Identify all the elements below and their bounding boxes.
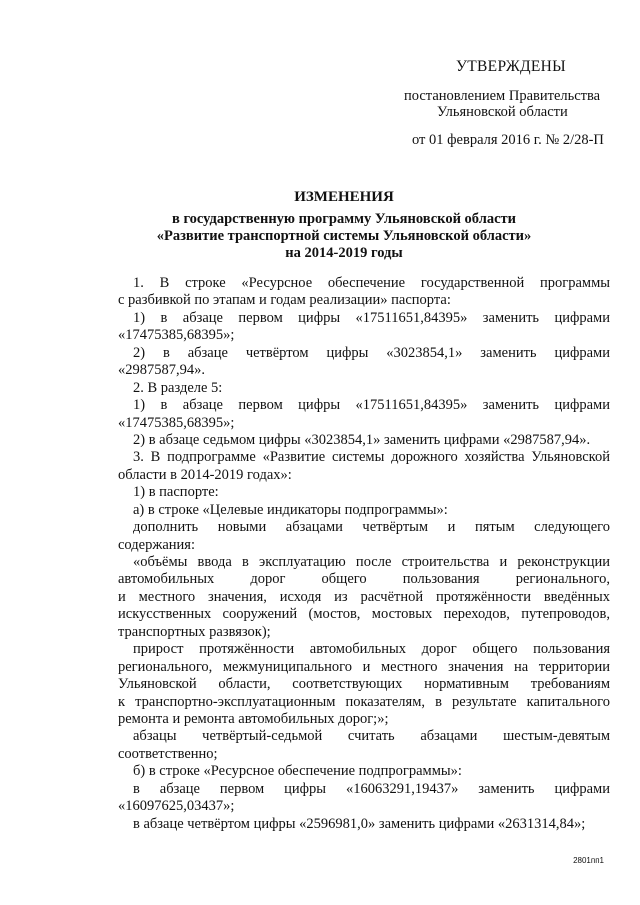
body-line: транспортных развязок); xyxy=(118,623,271,640)
body-line: 3. В подпрограмме «Развитие системы дорожного хозяйства Ульяновской xyxy=(133,449,610,466)
body-line: абзацы четвёртый-седьмой считать абзацами шестым-девятым xyxy=(133,728,610,745)
title-line-3: «Развитие транспортной системы Ульяновской области» xyxy=(156,228,532,244)
body-line: «17475385,68395»; xyxy=(118,414,235,431)
decree-date: от 01 февраля 2016 г. № 2/28-П xyxy=(412,132,604,148)
body-line: содержания: xyxy=(118,536,196,553)
body-line: «17475385,68395»; xyxy=(118,327,235,344)
body-line: с разбивкой по этапам и годам реализации» паспорта: xyxy=(118,292,451,309)
body-line: 2) в абзаце четвёртом цифры «3023854,1» заменить цифрами xyxy=(133,344,610,361)
title-line-4: на 2014-2019 годы xyxy=(285,245,403,261)
body-line: 1. В строке «Ресурсное обеспечение государственной программы xyxy=(133,275,610,291)
body-line: 1) в абзаце первом цифры «17511651,84395» заменить цифрами xyxy=(133,397,610,414)
body-line: а) в строке «Целевые индикаторы подпрограммы»: xyxy=(133,501,448,518)
approved-label: УТВЕРЖДЕНЫ xyxy=(456,58,566,75)
title-line-2: в государственную программу Ульяновской области xyxy=(171,211,516,227)
document-body xyxy=(118,275,610,833)
body-line: «2987587,94». xyxy=(118,362,205,379)
decree-line-1: постановлением Правительства xyxy=(404,88,601,104)
body-line: области в 2014-2019 годах»: xyxy=(118,466,292,483)
body-line: б) в строке «Ресурсное обеспечение подпрограммы»: xyxy=(133,763,462,780)
decree-line-2: Ульяновской области xyxy=(437,104,568,120)
body-line: «объёмы ввода в эксплуатацию после строительства и реконструкции xyxy=(133,554,610,570)
body-line: искусственных сооружений (мостов, мостовых переходов, путепроводов, xyxy=(118,606,610,623)
body-line: ремонта и ремонта автомобильных дорог;»; xyxy=(118,710,389,727)
body-line: соответственно; xyxy=(118,745,218,762)
body-line: 1) в абзаце первом цифры «17511651,84395» заменить цифрами xyxy=(133,309,610,326)
body-line: к транспортно-эксплуатационным показателям, в результате капитального xyxy=(118,693,610,710)
body-line: Ульяновской области, соответствующих нормативным требованиям xyxy=(118,676,610,693)
body-line: прирост протяжённости автомобильных дорог общего пользования xyxy=(133,641,610,658)
body-line: дополнить новыми абзацами четвёртым и пятым следующего xyxy=(133,519,610,536)
body-line: регионального, межмуниципального и местного значения на территории xyxy=(118,658,610,675)
body-line: и местного значения, исходя из расчётной протяжённости введённых xyxy=(118,588,610,605)
body-line: 1) в паспорте: xyxy=(133,484,219,501)
body-line: автомобильных дорог общего пользования регионального, xyxy=(118,571,610,588)
body-line: 2) в абзаце седьмом цифры «3023854,1» заменить цифрами «2987587,94». xyxy=(133,431,591,448)
body-line: в абзаце четвёртом цифры «2596981,0» заменить цифрами «2631314,84»; xyxy=(133,815,586,832)
title-main: ИЗМЕНЕНИЯ xyxy=(294,189,394,205)
body-line: 2. В разделе 5: xyxy=(133,379,223,396)
body-line: в абзаце первом цифры «16063291,19437» заменить цифрами xyxy=(133,780,610,797)
body-line: «16097625,03437»; xyxy=(118,798,235,815)
footer-code: 2801пп1 xyxy=(573,856,604,865)
